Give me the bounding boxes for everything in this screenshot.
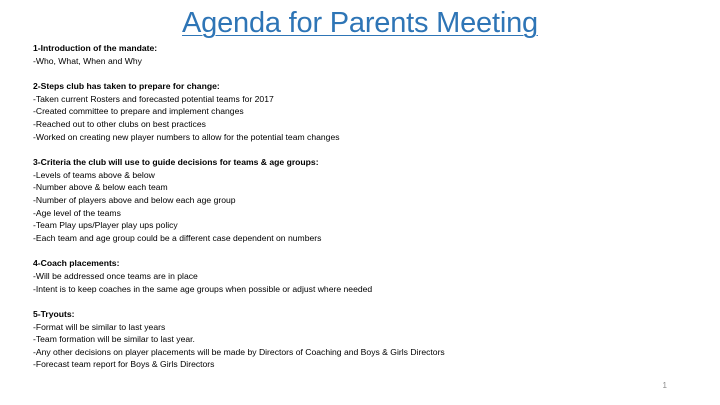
list-item: -Each team and age group could be a different case dependent on numbers xyxy=(33,232,322,243)
list-item: -Age level of the teams xyxy=(33,207,121,218)
list-item: -Created committee to prepare and implement changes xyxy=(33,106,244,117)
list-item: -Who, What, When and Why xyxy=(33,55,142,66)
list-item: -Worked on creating new player numbers to allow for the potential team changes xyxy=(33,131,340,142)
section-heading: 3-Criteria the club will use to guide decisions for teams & age groups: xyxy=(33,157,319,168)
list-item: -Intent is to keep coaches in the same age groups when possible or adjust where needed xyxy=(33,283,373,294)
slide-title: Agenda for Parents Meeting xyxy=(182,7,538,39)
list-item: -Will be addressed once teams are in place xyxy=(33,270,198,281)
list-item: -Number above & below each team xyxy=(33,182,168,193)
agenda-section-tryouts xyxy=(33,308,693,371)
list-item: -Any other decisions on player placements will be made by Directors of Coaching and Boys & Girls Directors xyxy=(33,346,445,357)
list-item: -Format will be similar to last years xyxy=(33,321,166,332)
list-item: -Taken current Rosters and forecasted potential teams for 2017 xyxy=(33,93,274,104)
agenda-section-coach-placements xyxy=(33,257,693,295)
agenda-section-steps xyxy=(33,80,693,143)
page-number: 1 xyxy=(662,381,667,390)
list-item: -Team formation will be similar to last year. xyxy=(33,334,195,345)
section-heading: 4-Coach placements: xyxy=(33,258,120,269)
list-item: -Number of players above and below each age group xyxy=(33,194,236,205)
list-item: -Reached out to other clubs on best practices xyxy=(33,118,206,129)
agenda-section-introduction xyxy=(33,42,693,67)
list-item: -Forecast team report for Boys & Girls Directors xyxy=(33,359,215,370)
section-heading: 5-Tryouts: xyxy=(33,309,75,320)
list-item: -Team Play ups/Player play ups policy xyxy=(33,220,178,231)
section-heading: 2-Steps club has taken to prepare for change: xyxy=(33,81,220,92)
agenda-section-criteria xyxy=(33,156,693,244)
list-item: -Levels of teams above & below xyxy=(33,169,155,180)
section-heading: 1-Introduction of the mandate: xyxy=(33,43,158,53)
agenda-body xyxy=(33,42,693,384)
